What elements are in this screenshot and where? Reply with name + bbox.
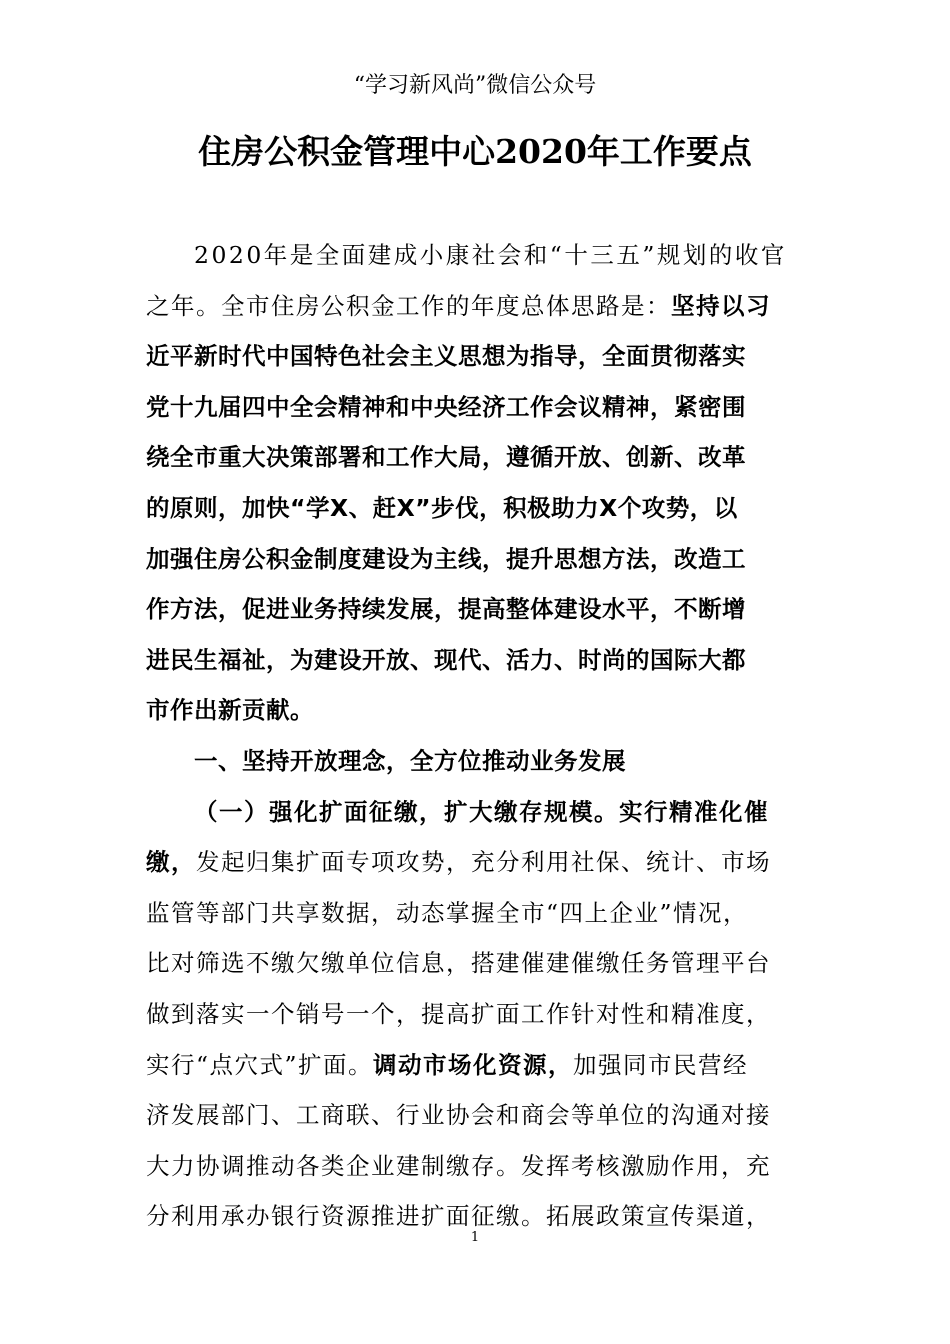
document-title: 住房公积金管理中心2020年工作要点 [198,132,752,171]
paragraph-line: 大力协调推动各类企业建制缴存。发挥考核激励作用，充 [146,1151,771,1180]
header-note: “学习新风尚”微信公众号 [353,73,597,98]
document-body [146,230,806,1242]
text-span-emphasis: 坚持以习 [671,291,771,320]
paragraph-line: 市作出新贡献。 [146,696,314,725]
paragraph-line: 进民生福祉，为建设开放、现代、活力、时尚的国际大都 [146,645,746,674]
paragraph-line: 加强住房公积金制度建设为主线，提升思想方法，改造工 [146,544,746,573]
paragraph-line: 作方法，促进业务持续发展，提高整体建设水平，不断增 [146,595,746,624]
text-span: 之年。全市住房公积金工作的年度总体思路是： [146,291,671,320]
paragraph-line: 监管等部门共享数据，动态掌握全市“四上企业”情况， [146,898,749,927]
paragraph-line: 党十九届四中全会精神和中央经济工作会议精神，紧密围 [146,392,746,421]
text-span-emphasis: 缴， [146,848,196,877]
paragraph-line [146,1040,806,1091]
text-span-emphasis: 调动市场化资源， [373,1050,574,1079]
paragraph-line: 绕全市重大决策部署和工作大局，遵循开放、创新、改革 [146,443,746,472]
text-span: 加强同市民营经 [573,1050,749,1079]
paragraph-line: 分利用承办银行资源推进扩面征缴。拓展政策宣传渠道， [146,1202,771,1231]
paragraph-line: 做到落实一个销号一个，提高扩面工作针对性和精准度， [146,999,771,1028]
section-heading: 一、坚持开放理念，全方位推动业务发展 [194,746,626,775]
paragraph-line: 2020年是全面建成小康社会和“十三五”规划的收官 [194,241,787,269]
page-number: 1 [470,1230,480,1245]
paragraph-line: 的原则，加快“学X、赶X”步伐，积极助力X个攻势，以 [146,493,738,522]
paragraph-line: 近平新时代中国特色社会主义思想为指导，全面贯彻落实 [146,342,746,371]
paragraph-line: 比对筛选不缴欠缴单位信息，搭建催建催缴任务管理平台 [146,949,771,978]
text-span: 发起归集扩面专项攻势，充分利用社保、统计、市场 [196,848,771,877]
paragraph-line: 济发展部门、工商联、行业协会和商会等单位的沟通对接 [146,1101,771,1130]
paragraph-line [146,837,806,888]
paragraph-line [146,281,806,332]
text-span: 实行“点穴式”扩面。 [146,1050,374,1079]
subsection-heading: （一）强化扩面征缴，扩大缴存规模。实行精准化催 [194,797,769,826]
